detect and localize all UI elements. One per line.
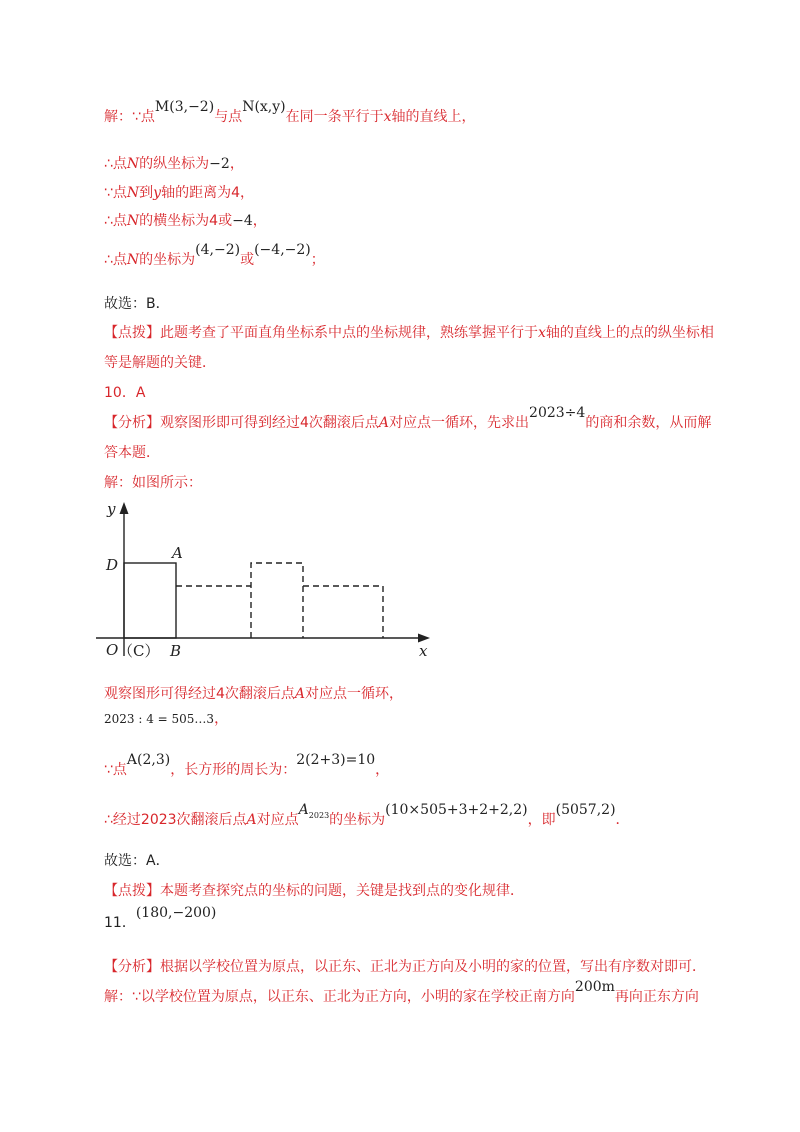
var: N: [126, 185, 140, 201]
math-expr: $A_{2023}$: [298, 802, 330, 820]
text: 本题考查探究点的坐标的问题，关键是找到点的变化规律．: [160, 883, 524, 899]
y-axis-arrow: [120, 502, 129, 514]
text: ，长方形的周长为：: [170, 762, 297, 778]
text: ．: [615, 812, 630, 828]
question-number-10: [104, 383, 145, 403]
label-y: y: [107, 500, 116, 518]
text: 根据以学校位置为原点，以正东、正北为正方向及小明的家的位置，写出有序数对即可．: [160, 959, 706, 975]
text: 再向正东方向: [614, 989, 699, 1005]
var: N: [126, 213, 140, 229]
solution-line-11: [104, 979, 699, 1007]
text: ∴点: [104, 213, 127, 229]
text: 解：∵点: [104, 109, 155, 125]
analysis-line-1: [104, 405, 712, 433]
text: 10．A: [104, 385, 146, 401]
answer-choice-line: [104, 294, 170, 314]
math-expr: A(2,3): [126, 752, 171, 768]
text: 与点: [214, 109, 243, 125]
var: y: [153, 185, 162, 201]
text: ∴点: [104, 252, 127, 268]
analysis-label: 【分析】: [104, 415, 160, 431]
var: N: [126, 156, 140, 172]
label-x: x: [419, 642, 428, 660]
text: ∵点: [104, 185, 127, 201]
math-expr: (4,−2): [195, 242, 241, 258]
var: A: [294, 686, 306, 702]
math-expr: 2023 : 4 = 505…3: [104, 712, 215, 726]
tip-line-1: [104, 323, 714, 343]
tip-line-3: [104, 881, 524, 901]
text: 在同一条平行于: [285, 109, 384, 125]
math-expr: −2: [209, 156, 230, 172]
math-expr: (−4,−2): [254, 242, 311, 258]
observation-line: [104, 684, 403, 704]
text: 解：∵以学校位置为原点，以正东、正北为正方向，小明的家在学校正南方向: [104, 989, 575, 1005]
label-a: A: [172, 544, 183, 562]
math-expr: 200m: [574, 979, 615, 995]
math-expr: 2(2+3)=10: [296, 752, 376, 768]
text: ，: [252, 213, 267, 229]
math-expr: (10×505+3+2+2,2): [385, 802, 528, 818]
tip-line-2: [104, 353, 216, 373]
perimeter-line: [104, 752, 390, 780]
label-d: D: [106, 556, 119, 574]
math-expr: (180,−200): [135, 905, 217, 921]
text: 的横坐标为4或: [139, 213, 233, 229]
text: 观察图形即可得到经过4次翻滚后点: [160, 415, 379, 431]
text: 故选：A．: [104, 853, 170, 869]
analysis-label: 【分析】: [104, 959, 160, 975]
question-number-11: [104, 905, 217, 933]
label-c: （C）: [118, 642, 160, 660]
text: ∴点: [104, 156, 127, 172]
text: 对应点一循环，先求出: [389, 415, 530, 431]
text: ∴经过2023次翻滚后点: [104, 812, 247, 828]
division-line: [104, 709, 228, 729]
math-expr: N(x,y): [242, 99, 286, 115]
var: N: [126, 252, 140, 268]
analysis-line-2: [104, 443, 160, 463]
text: ，即: [527, 812, 556, 828]
text: 对应点一循环，: [305, 686, 404, 702]
rolled-rectangle-3: [303, 586, 383, 638]
label-b: B: [170, 642, 182, 660]
text: ∵点: [104, 762, 127, 778]
var: A: [378, 415, 390, 431]
text: ，: [229, 156, 244, 172]
analysis-line-3: [104, 957, 706, 977]
text: 轴的直线上，: [391, 109, 476, 125]
rolled-rectangle-2: [251, 563, 303, 638]
text: 的商和余数，从而解: [585, 415, 712, 431]
text: 或: [240, 252, 255, 268]
text: ，: [375, 762, 390, 778]
text: 解：如图所示：: [104, 475, 202, 491]
solution-line-4: [104, 211, 267, 231]
text: 到: [139, 185, 154, 201]
math-expr: 2023÷4: [529, 405, 586, 421]
text: 此题考查了平面直角坐标系中点的坐标规律，熟练掌握平行于: [160, 325, 538, 341]
rectangle-abcd: [124, 563, 176, 638]
var: x: [383, 109, 392, 125]
label-o: O: [106, 641, 119, 659]
text: 故选：B．: [104, 296, 170, 312]
tip-label: 【点拨】: [104, 883, 160, 899]
solution-figure-intro: [104, 473, 202, 493]
text: 轴的距离为4，: [161, 185, 255, 201]
text: 观察图形可得经过4次翻滚后点: [104, 686, 295, 702]
math-expr: M(3,−2): [154, 99, 215, 115]
text: ；: [310, 252, 325, 268]
text: 11．: [104, 915, 136, 931]
solution-line-5: [104, 242, 325, 270]
text: 轴的直线上的点的纵坐标相: [545, 325, 714, 341]
solution-line-3: [104, 183, 254, 203]
solution-line-2: [104, 154, 244, 174]
math-expr: −4: [232, 213, 253, 229]
text: 的坐标为: [139, 252, 196, 268]
answer-choice-line-2: [104, 851, 170, 871]
text: 对应点: [256, 812, 299, 828]
solution-line-1: [104, 99, 476, 127]
rolling-rectangle-figure: [96, 496, 436, 666]
math-expr: (5057,2): [555, 802, 616, 818]
tip-label: 【点拨】: [104, 325, 160, 341]
text: 的纵坐标为: [139, 156, 210, 172]
var: x: [538, 325, 546, 341]
text: 答本题．: [104, 445, 160, 461]
text: ，: [214, 711, 229, 727]
result-line: [104, 802, 630, 836]
text: 等是解题的关键．: [104, 355, 216, 371]
var: A: [246, 812, 257, 828]
text: 的坐标为: [329, 812, 386, 828]
